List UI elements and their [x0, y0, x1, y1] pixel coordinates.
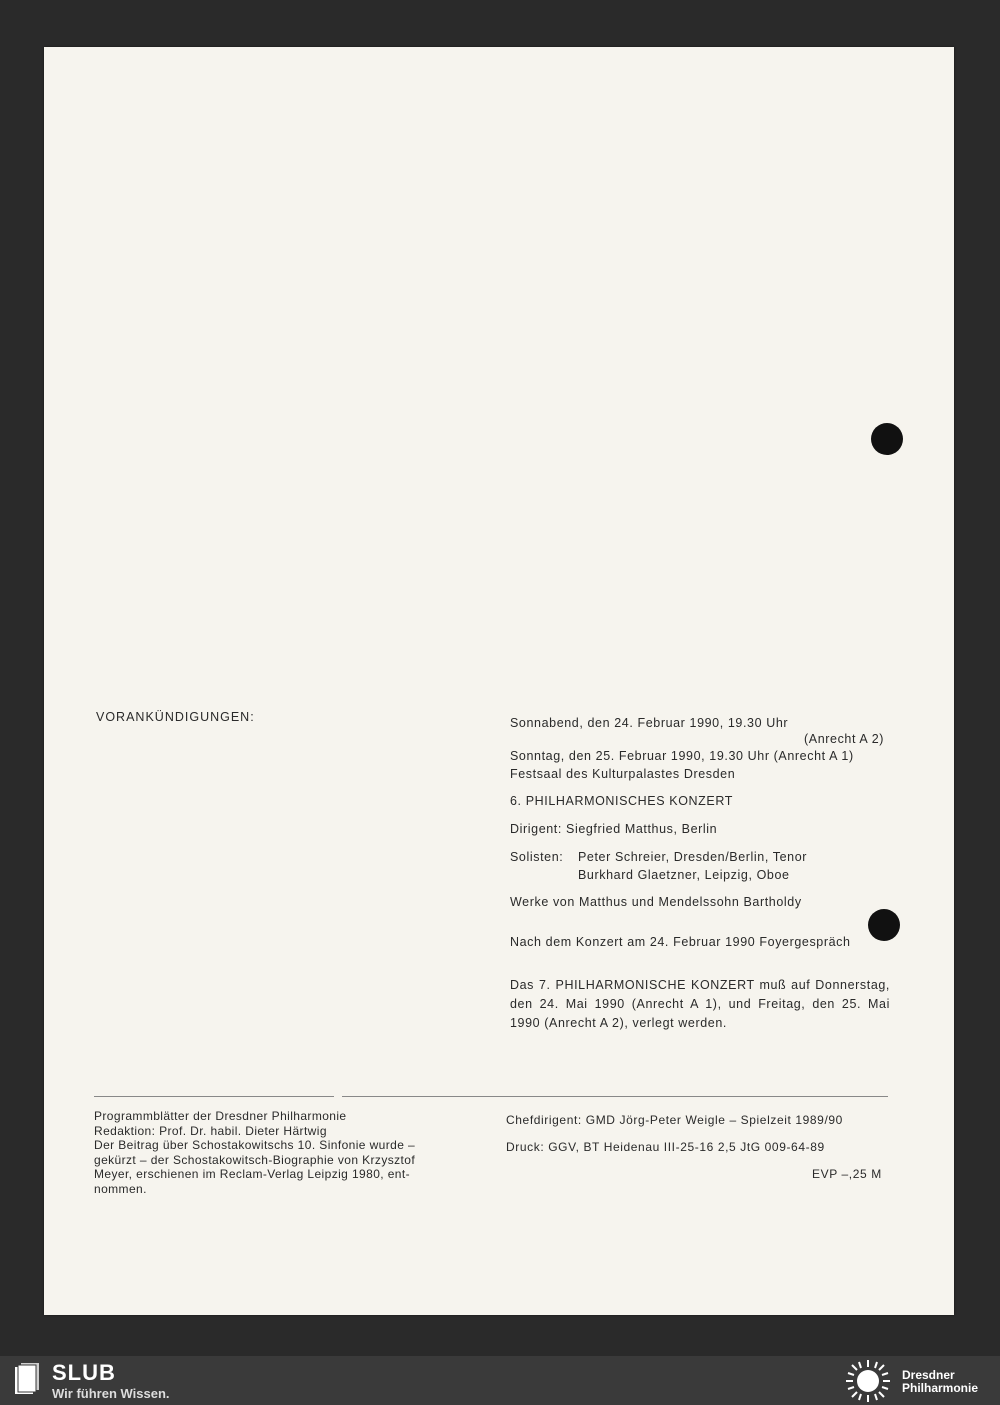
- slub-tagline: Wir führen Wissen.: [52, 1386, 170, 1401]
- soloist-1: Peter Schreier, Dresden/Berlin, Tenor: [578, 850, 808, 864]
- announcements-heading: VORANKÜNDIGUNGEN:: [96, 710, 255, 724]
- soloist-2: Burkhard Glaetzner, Leipzig, Oboe: [578, 868, 790, 882]
- editorial-credits: [94, 1109, 484, 1196]
- dp-line-1: Dresdner: [902, 1368, 955, 1382]
- divider-right: [342, 1096, 888, 1097]
- slub-book-icon[interactable]: [14, 1362, 40, 1396]
- slub-name[interactable]: SLUB: [52, 1360, 116, 1385]
- dp-line-2: Philharmonie: [902, 1381, 979, 1395]
- credit-line: Redaktion: Prof. Dr. habil. Dieter Härtwig: [94, 1123, 327, 1138]
- date-sunday: Sonntag, den 25. Februar 1990, 19.30 Uhr (Anrecht A 1): [510, 749, 854, 763]
- concert-title: 6. PHILHARMONISCHES KONZERT: [510, 794, 733, 808]
- chief-conductor: Chefdirigent: GMD Jörg-Peter Weigle – Spielzeit 1989/90: [506, 1113, 843, 1127]
- credit-line: gekürzt – der Schostakowitsch-Biographie von Krzysztof: [94, 1152, 416, 1167]
- punch-hole: [868, 909, 900, 941]
- divider-left: [94, 1096, 334, 1097]
- credit-line: Der Beitrag über Schostakowitschs 10. Sinfonie wurde –: [94, 1138, 416, 1152]
- credit-line: Meyer, erschienen im Reclam-Verlag Leipzig 1980, ent-: [94, 1167, 411, 1181]
- venue: Festsaal des Kulturpalastes Dresden: [510, 767, 736, 781]
- soloists-label: Solisten:: [510, 850, 564, 864]
- postponement-notice: Das 7. PHILHARMONISCHE KONZERT muß auf Donnerstag, den 24. Mai 1990 (Anrecht A 1), und Freitag, den 25. Mai 1990 (Anrecht A 2), verlegt werden.: [510, 978, 890, 1030]
- dresdner-philharmonie-wordmark[interactable]: [902, 1369, 978, 1395]
- price: EVP –,25 M: [812, 1167, 882, 1181]
- date-saturday-subscription: (Anrecht A 2): [804, 732, 885, 746]
- credit-line: Programmblätter der Dresdner Philharmonie: [94, 1109, 347, 1123]
- dresdner-philharmonie-sun-icon[interactable]: [842, 1358, 894, 1404]
- works: Werke von Matthus und Mendelssohn Bartholdy: [510, 895, 802, 909]
- conductor: Dirigent: Siegfried Matthus, Berlin: [510, 822, 718, 836]
- program-page: [44, 47, 954, 1315]
- credit-line: nommen.: [94, 1181, 147, 1196]
- print-info: Druck: GGV, BT Heidenau III-25-16 2,5 JtG 009-64-89: [506, 1140, 825, 1154]
- date-saturday: Sonnabend, den 24. Februar 1990, 19.30 Uhr: [510, 716, 789, 730]
- foyer-talk: Nach dem Konzert am 24. Februar 1990 Foyergespräch: [510, 935, 851, 949]
- punch-hole: [871, 423, 903, 455]
